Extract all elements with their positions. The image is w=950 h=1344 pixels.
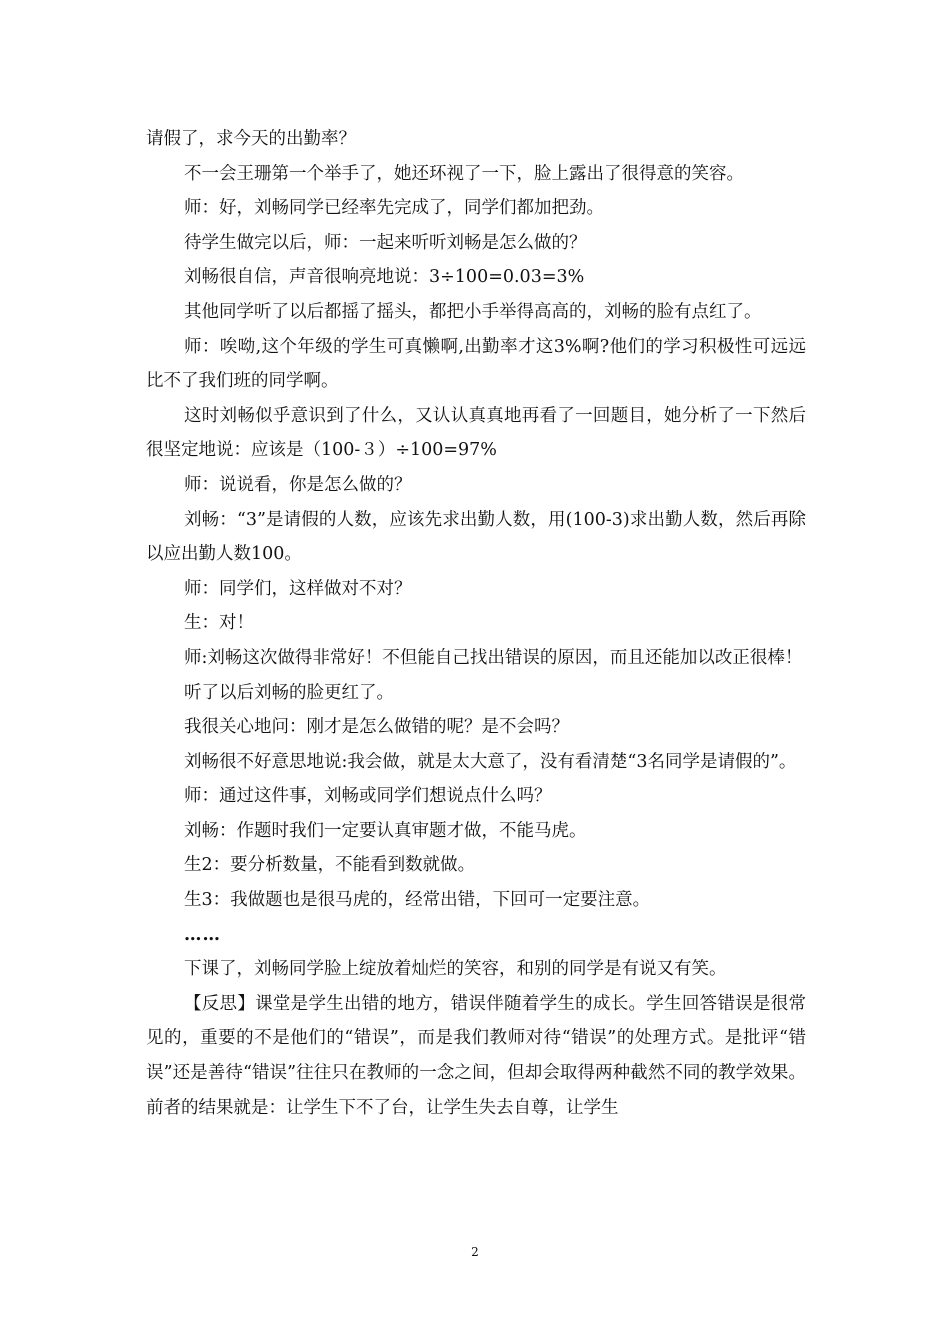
paragraph-3: 师：好，刘畅同学已经率先完成了，同学们都加把劲。 [184,198,604,219]
paragraph-7: 师：唉呦,这个年级的学生可真懒啊,出勤率才这3%啊?他们的学习积极性可远远比不了我们班的同学啊。 [146,336,806,392]
paragraph-14: 听了以后刘畅的脸更红了。 [184,682,394,703]
page-number: 2 [471,1245,479,1259]
paragraph-20: 生3：我做题也是很马虎的，经常出错，下回可一定要注意。 [184,890,651,911]
paragraph-18: 刘畅：作题时我们一定要认真审题才做，不能马虎。 [184,820,587,841]
paragraph-12: 生：对！ [184,613,254,634]
paragraph-16: 刘畅很不好意思地说:我会做，就是太大意了，没有看清楚“3名同学是请假的”。 [184,751,797,772]
paragraph-19: 生2：要分析数量，不能看到数就做。 [184,855,476,876]
paragraph-10: 刘畅：“3”是请假的人数，应该先求出勤人数，用(100-3)求出勤人数，然后再除以应出勤人数100。 [146,509,806,565]
paragraph-2: 不一会王珊第一个举手了，她还环视了一下，脸上露出了很得意的笑容。 [184,163,744,184]
ellipsis-paragraph: …… [184,924,221,945]
paragraph-1: 请假了，求今天的出勤率？ [146,129,356,149]
document-body [146,122,806,1125]
paragraph-8: 这时刘畅似乎意识到了什么，又认认真真地再看了一回题目，她分析了一下然后很坚定地说：应该是（100-３）÷100=97% [146,405,806,461]
paragraph-9: 师：说说看，你是怎么做的？ [184,474,412,495]
paragraph-22: 下课了，刘畅同学脸上绽放着灿烂的笑容，和别的同学是有说又有笑。 [184,959,727,980]
paragraph-15: 我很关心地问：刚才是怎么做错的呢？是不会吗？ [184,717,569,738]
paragraph-17: 师：通过这件事，刘畅或同学们想说点什么吗？ [184,786,552,807]
paragraph-6: 其他同学听了以后都摇了摇头，都把小手举得高高的，刘畅的脸有点红了。 [184,301,762,322]
paragraph-13: 师:刘畅这次做得非常好！不但能自己找出错误的原因，而且还能加以改正很棒！ [184,647,803,668]
reflection-paragraph: 【反思】课堂是学生出错的地方，错误伴随着学生的成长。学生回答错误是很常见的，重要的不是他们的“错误”，而是我们教师对待“错误”的处理方式。是批评“错误”还是善待“错误”往往只在教师的一念之间，但却会取得两种截然不同的教学效果。前者的结果就是：让学生下不了台，让学生失去自尊，让学生 [146,993,806,1118]
paragraph-4: 待学生做完以后，师：一起来听听刘畅是怎么做的？ [184,232,587,253]
paragraph-11: 师：同学们，这样做对不对？ [184,578,412,599]
paragraph-5: 刘畅很自信，声音很响亮地说：3÷100=0.03=3% [184,267,585,288]
